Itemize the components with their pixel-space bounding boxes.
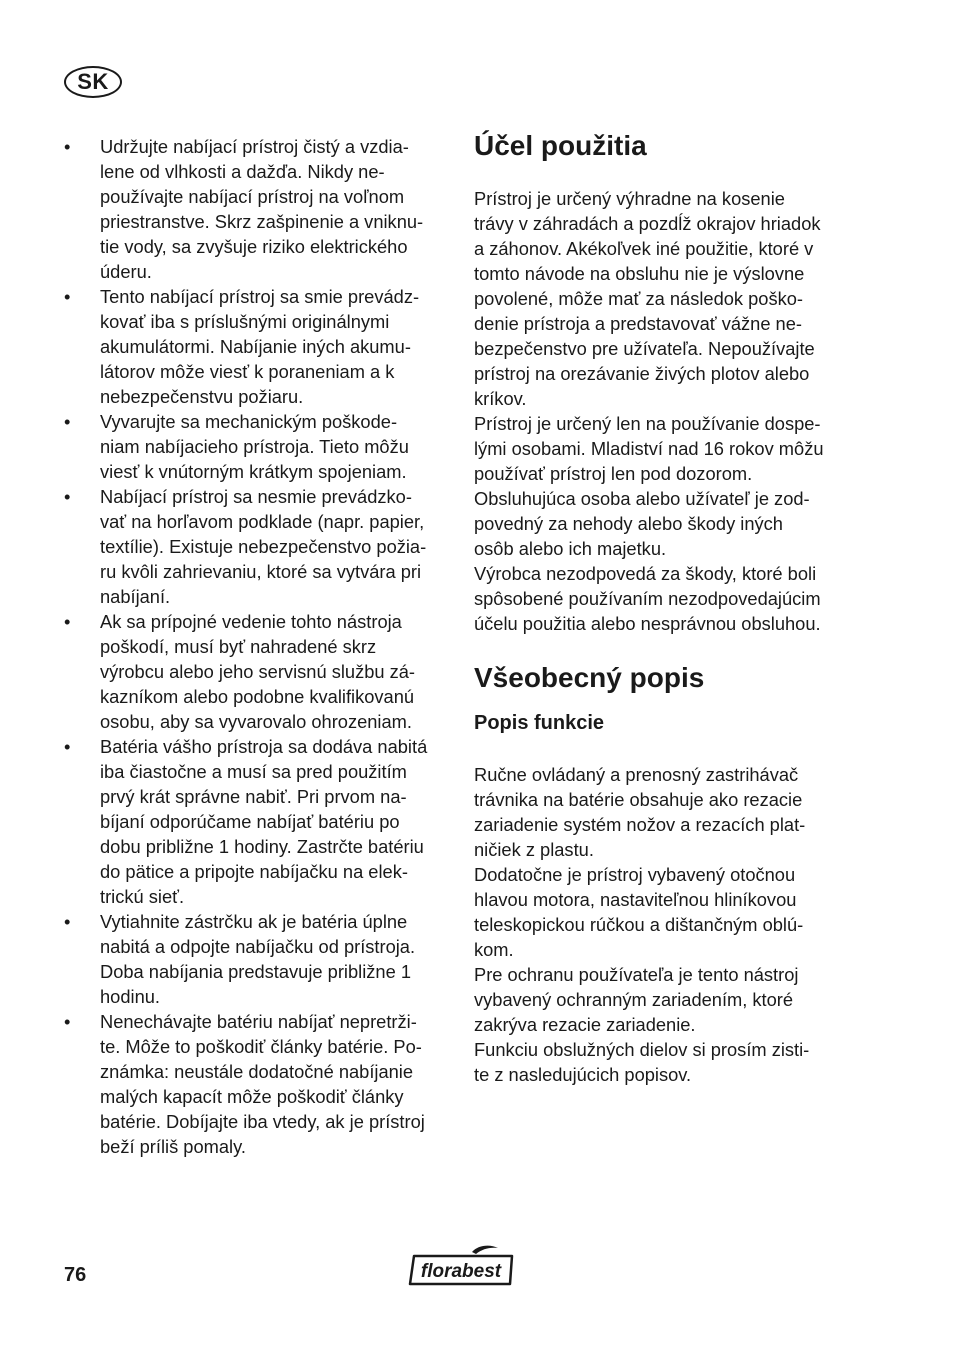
list-item [64,1009,454,1159]
general-description-heading: Všeobecný popis [474,662,705,693]
bullet-text: Ak sa prípojné vedenie tohto nástroja poškodí, musí byť nahradené skrz výrobcu alebo jeho servisnú službu zá- kazníkom alebo podobne kvalifikovanú osobu, aby sa vyvarovalo ohrozeniam. [100,611,416,732]
safety-instructions-column [64,134,454,1159]
logo-text: florabest [420,1261,502,1282]
function-description-text: Ručne ovládaný a prenosný zastrihávač trávnika na batérie obsahuje ako rezacie zariadenie systém nožov a rezacích plat- ničiek z plastu. Dodatočne je prístroj vybavený otočnou hlavou motora, nastaviteľnou hliníkovou teleskopickou rúčkou a dištančným oblú- kom. Pre ochranu používateľa je tento nástroj vybavený ochranným zariadením, ktoré zakrýva rezacie zariadenie. Funkciu obslužných dielov si prosím zisti- te z nasledujúcich popisov. [474,764,810,1085]
list-item [64,409,454,484]
safety-bullet-list [64,134,454,1159]
florabest-logo [406,1244,518,1288]
list-item [64,284,454,409]
description-column [474,124,874,1087]
bullet-text: Batéria vášho prístroja sa dodáva nabitá iba čiastočne a musí sa pred použitím prvý krát správne nabiť. Pri prvom na- bíjaní odporúčame nabíjať batériu po dobu približne 1 hodiny. Zastrčte batériu do pätice a pripojte nabíjačku na elek- trickú sieť. [100,736,428,907]
bullet-text: Nabíjací prístroj sa nesmie prevádzko- vať na horľavom podklade (napr. papier, textílie). Existuje nebezpečenstvo požia- ru kvôli zahrievaniu, ktoré sa vytvára pri nabíjaní. [100,486,427,607]
intended-use-text: Prístroj je určený výhradne na kosenie trávy v záhradách a pozdĺž okrajov hriadok a záhonov. Akékoľvek iné použitie, ktoré v tomto návode na obsluhu nie je výslovne povolené, môže mať za následok poško- denie prístroja a predstavovať vážne ne- bezpečenstvo pre užívateľa. Nepoužívajte prístroj na orezávanie živých plotov alebo kríkov. Prístroj je určený len na používanie dospe- lými osobami. Mladiství nad 16 rokov môžu používať prístroj len pod dozorom. Obsluhujúca osoba alebo užívateľ je zod- povedný za nehody alebo škody iných osôb alebo ich majetku. Výrobca nezodpovedá za škody, ktoré boli spôsobené používaním nezodpovedajúcim účelu použitia alebo nesprávnou obsluhou. [474,188,824,634]
list-item [64,734,454,909]
language-code: SK [77,69,109,94]
language-badge [64,66,122,98]
bullet-text: Vyvarujte sa mechanickým poškode- niam nabíjacieho prístroja. Tieto môžu viesť k vnútorným krátkym spojeniam. [100,411,409,482]
bullet-text: Udržujte nabíjací prístroj čistý a vzdia- lene od vlhkosti a dažďa. Nikdy ne- používajte nabíjací prístroj na voľnom priestranstve. Skrz zašpinenie a vniknu- tie vody, sa zvyšuje riziko elektrického úderu. [100,136,424,282]
function-description-subheading: Popis funkcie [474,712,605,734]
list-item [64,484,454,609]
bullet-text: Tento nabíjací prístroj sa smie prevádz- kovať iba s príslušnými originálnymi akumulátormi. Nabíjanie iných akumu- látorov môže viesť k poraneniam a k nebezpečenstvu požiaru. [100,286,420,407]
intended-use-heading: Účel použitia [474,130,647,161]
list-item [64,909,454,1009]
list-item [64,134,454,284]
bullet-text: Nenechávajte batériu nabíjať nepretrži- te. Môže to poškodiť články batérie. Po- známka: neustále dodatočné nabíjanie malých kapacít môže poškodiť články batérie. Dobíjajte iba vtedy, ak je prístroj beží príliš pomaly. [100,1011,425,1157]
page-number: 76 [64,1264,87,1286]
list-item [64,609,454,734]
bullet-text: Vytiahnite zástrčku ak je batéria úplne nabitá a odpojte nabíjačku od prístroja. Doba nabíjania predstavuje približne 1 hodinu. [100,911,416,1007]
